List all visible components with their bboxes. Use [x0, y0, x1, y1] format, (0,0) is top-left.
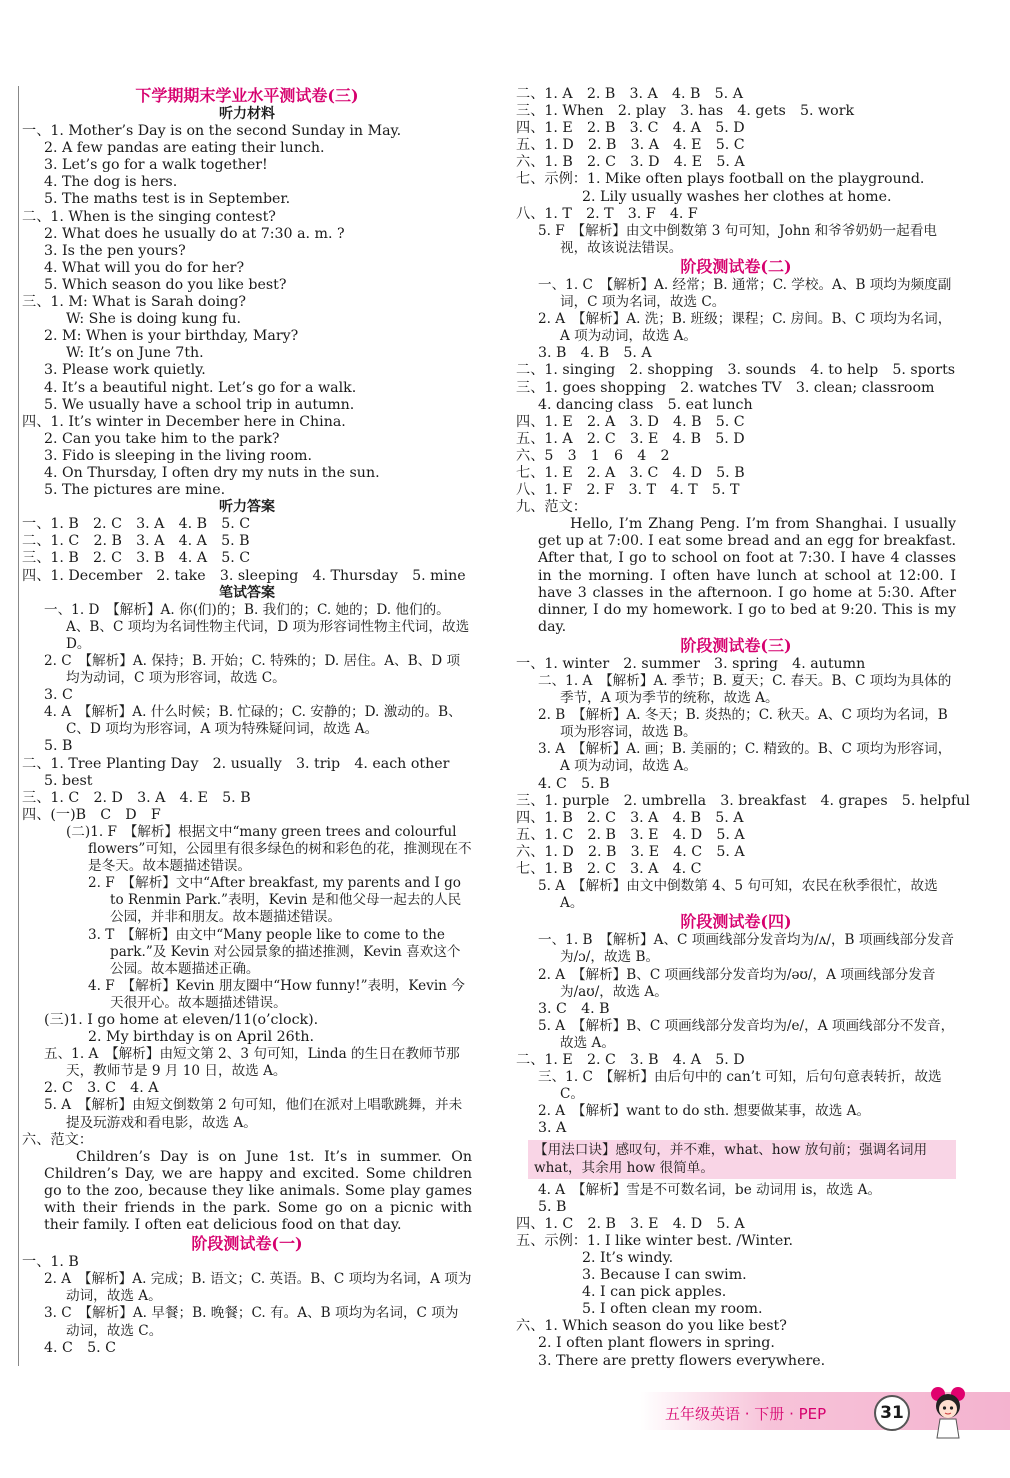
- answer-line: 2. A 【解析】want to do sth. 想要做某事，故选 A。: [538, 1103, 871, 1120]
- answer-line: W: It’s on June 7th.: [66, 345, 204, 362]
- answer-line: 2. I often plant flowers in spring.: [538, 1335, 775, 1352]
- answer-line: 2. M: When is your birthday, Mary?: [44, 328, 299, 345]
- answer-line: 5. We usually have a school trip in autumn.: [44, 396, 355, 413]
- left-column: [22, 86, 472, 1357]
- answer-line: 二、1. singing 2. shopping 3. sounds 4. to help 5. sports: [516, 362, 956, 379]
- right-column: [516, 86, 970, 1370]
- answer-line: Children’s Day is on June 1st. It’s in summer. On Children’s Day, we are happy and excited. Some children go to the zoo, because they like animals. Some play games with their friends in the park. Some go on a picnic with their family. I often eat delicious food on that day.: [44, 1148, 472, 1234]
- answer-line: 四、(一)B C D F: [22, 806, 161, 823]
- answer-line: Hello, I’m Zhang Peng. I’m from Shanghai. I usually get up at 7:00. I eat some bread and an egg for breakfast. After that, I go to school on foot at 7:30. I have 4 classes in the morning. I often have lunch at school at 12:00. I have 3 classes in the afternoon. I go home at 5:30. After dinner, I do my homework. I go to bed at 9:20. This is my day.: [538, 516, 956, 635]
- answer-line: 3. B 4. B 5. A: [538, 345, 652, 362]
- sub-heading: 听力答案: [219, 499, 275, 516]
- answer-line: 3. C 【解析】A. 早餐；B. 晚餐；C. 有。A、B 项均为名词，C 项为动词，故选 C。: [44, 1305, 459, 1339]
- answer-line: 三、1. C 2. D 3. A 4. E 5. B: [22, 789, 251, 806]
- answer-line: (二)1. F 【解析】根据文中“many green trees and colourful flowers”可知，公园里有很多绿色的树和彩色的花，推测现在不是冬天。故本题描述错误。: [66, 823, 472, 875]
- answer-line: 2. Can you take him to the park?: [44, 430, 280, 447]
- answer-line: 八、1. F 2. F 3. T 4. T 5. T: [516, 482, 740, 499]
- cartoon-girl-icon: [928, 1382, 968, 1442]
- answer-line: 2. C 3. C 4. A: [44, 1080, 159, 1097]
- answer-line: 5. F 【解析】由文中倒数第 3 句可知，John 和爷爷奶奶一起看电视，故该说法错误。: [538, 222, 937, 256]
- answer-line: 4. It’s a beautiful night. Let’s go for a walk.: [44, 379, 357, 396]
- answer-line: 六、1. B 2. C 3. D 4. E 5. A: [516, 154, 745, 171]
- answer-line: 3. C: [44, 687, 73, 704]
- sub-heading: 笔试答案: [219, 584, 275, 601]
- sub-heading: 听力材料: [219, 106, 275, 122]
- answer-line: 四、1. C 2. B 3. E 4. D 5. A: [516, 1215, 745, 1232]
- answer-line: 4. dancing class 5. eat lunch: [538, 396, 753, 413]
- answer-line: W: She is doing kung fu.: [66, 311, 241, 328]
- answer-line: 3. Let’s go for a walk together!: [44, 157, 268, 174]
- answer-line: 七、1. B 2. C 3. A 4. C: [516, 861, 702, 878]
- section-heading: 下学期期末学业水平测试卷(三): [135, 86, 359, 105]
- answer-line: 4. C 5. B: [538, 775, 610, 792]
- answer-line: 三、1. purple 2. umbrella 3. breakfast 4. grapes 5. helpful: [516, 792, 970, 809]
- answer-line: 三、1. goes shopping 2. watches TV 3. clean; classroom: [516, 379, 935, 396]
- answer-line: 四、1. December 2. take 3. sleeping 4. Thursday 5. mine: [22, 567, 466, 584]
- answer-line: 2. A 【解析】A. 洗；B. 班级；课程；C. 房间。B、C 项均为名词，A 项为动词，故选 A。: [538, 311, 952, 345]
- answer-line: 六、1. Which season do you like best?: [516, 1318, 787, 1335]
- answer-line: 3. T 【解析】由文中“Many people like to come to the park.”及 Kevin 对公园景象的描述推测，Kevin 喜欢这个公园。故本题描述正确。: [88, 926, 461, 977]
- answer-line: 4. A 【解析】A. 什么时候；B. 忙碌的；C. 安静的；D. 激动的。B、C、D 项均为形容词，A 项为特殊疑问词，故选 A。: [44, 704, 462, 738]
- answer-line: 2. Lily usually washes her clothes at home.: [582, 188, 892, 205]
- answer-line: 二、1. E 2. C 3. B 4. A 5. D: [516, 1051, 745, 1068]
- answer-line: 5. The maths test is in September.: [44, 191, 291, 208]
- answer-line: 一、1. B 2. C 3. A 4. B 5. C: [22, 516, 251, 533]
- footer-text: 五年级英语 · 下册 · PEP: [665, 1405, 827, 1423]
- answer-line: 2. A few pandas are eating their lunch.: [44, 140, 325, 157]
- answer-line: 六、范文：: [22, 1131, 93, 1148]
- answer-line: 四、1. B 2. C 3. A 4. B 5. A: [516, 809, 744, 826]
- answer-line: 5. Which season do you like best?: [44, 276, 287, 293]
- column-rule: [18, 86, 19, 1366]
- page-number: 31: [874, 1395, 910, 1431]
- answer-line: 5. B: [44, 738, 73, 755]
- answer-line: 一、1. C 【解析】A. 经常；B. 通常；C. 学校。A、B 项均为频度副词，C 项为名词，故选 C。: [538, 276, 952, 311]
- answer-line: 五、1. C 2. B 3. E 4. D 5. A: [516, 826, 745, 843]
- answer-line: 一、1. B: [22, 1254, 79, 1271]
- answer-line: 四、1. It’s winter in December here in China.: [22, 413, 346, 430]
- answer-line: 五、1. A 2. C 3. E 4. B 5. D: [516, 430, 745, 447]
- answer-line: 4. F 【解析】Kevin 朋友圈中“How funny!”表明，Kevin 今天很开心。故本题描述错误。: [88, 977, 465, 1011]
- section-heading: 阶段测试卷(二): [680, 256, 792, 276]
- answer-line: 五、1. D 2. B 3. A 4. E 5. C: [516, 137, 745, 154]
- answer-line: 5. A 【解析】B、C 项画线部分发音均为/e/，A 项画线部分不发音，故选 A。: [538, 1017, 955, 1051]
- answer-line: 二、1. C 2. B 3. A 4. A 5. B: [22, 533, 250, 550]
- answer-line: 四、1. E 2. B 3. C 4. A 5. D: [516, 120, 745, 137]
- answer-line: 2. A 【解析】A. 完成；B. 语文；C. 英语。B、C 项均为名词，A 项为动词，故选 A。: [44, 1271, 472, 1305]
- answer-line: 八、1. T 2. T 3. F 4. F: [516, 205, 698, 222]
- answer-line: 3. A 【解析】A. 画；B. 美丽的；C. 精致的。B、C 项均为形容词，A 项为动词，故选 A。: [538, 741, 952, 775]
- answer-line: 2. C 【解析】A. 保持；B. 开始；C. 特殊的；D. 居住。A、B、D 项均为动词，C 项为形容词，故选 C。: [44, 653, 461, 687]
- answer-line: 2. A 【解析】B、C 项画线部分发音均为/əʊ/，A 项画线部分发音为/aʊ/，故选 A。: [538, 966, 936, 1000]
- answer-line: 五、1. A 【解析】由短文第 2、3 句可知，Linda 的生日在教师节那天，教师节是 9 月 10 日，故选 A。: [44, 1046, 460, 1080]
- answer-line: 5. A 【解析】由短文倒数第 2 句可知，他们在派对上唱歌跳舞，并未提及玩游戏和看电影，故选 A。: [44, 1097, 463, 1131]
- answer-line: 3. Is the pen yours?: [44, 242, 186, 259]
- answer-line: 2. What does he usually do at 7:30 a. m. ?: [44, 225, 345, 242]
- answer-line: 3. C 4. B: [538, 1000, 610, 1017]
- answer-line: 二、1. Tree Planting Day 2. usually 3. trip 4. each other: [22, 755, 450, 772]
- answer-line: 一、1. D 【解析】A. 你(们)的；B. 我们的；C. 她的；D. 他们的。A、B、C 项均为名词性物主代词，D 项为形容词性物主代词，故选 D。: [44, 601, 470, 652]
- answer-line: 四、1. E 2. A 3. D 4. B 5. C: [516, 413, 745, 430]
- answer-line: 2. B 【解析】A. 冬天；B. 炎热的；C. 秋天。A、C 项均为名词，B 项为形容词，故选 B。: [538, 707, 948, 741]
- answer-line: (三)1. I go home at eleven/11(o’clock).: [44, 1011, 319, 1028]
- answer-line: 2. My birthday is on April 26th.: [88, 1029, 315, 1046]
- answer-line: 一、1. Mother’s Day is on the second Sunday in May.: [22, 123, 402, 140]
- answer-line: 5. best: [44, 772, 93, 789]
- answer-line: 3. Please work quietly.: [44, 362, 206, 379]
- answer-line: 4. What will you do for her?: [44, 259, 245, 276]
- answer-line: 4. The dog is hers.: [44, 174, 178, 191]
- answer-line: 5. A 【解析】由文中倒数第 4、5 句可知，农民在秋季很忙，故选 A。: [538, 878, 938, 912]
- answer-line: 【用法口诀】感叹句，并不难，what、how 放句前；强调名词用 what，其余用 how 很简单。: [528, 1140, 956, 1178]
- section-heading: 阶段测试卷(三): [680, 635, 792, 655]
- answer-line: 3. A: [538, 1120, 567, 1137]
- answer-line: 2. It’s windy.: [582, 1250, 674, 1266]
- answer-line: 4. I can pick apples.: [582, 1284, 727, 1301]
- answer-line: 3. There are pretty flowers everywhere.: [538, 1352, 826, 1369]
- answer-line: 二、1. A 【解析】A. 季节；B. 夏天；C. 春天。B、C 项均为具体的季节，A 项为季节的统称，故选 A。: [538, 673, 952, 707]
- section-heading: 阶段测试卷(四): [680, 912, 792, 932]
- answer-line: 七、示例：1. Mike often plays football on the playground.: [516, 171, 925, 188]
- answer-line: 5. B: [538, 1198, 567, 1215]
- answer-line: 4. On Thursday, I often dry my nuts in the sun.: [44, 464, 380, 481]
- answer-line: 三、1. C 【解析】由后句中的 can’t 可知，后句句意表转折，故选 C。: [538, 1069, 942, 1103]
- answer-line: 九、范文：: [516, 499, 587, 516]
- answer-line: 二、1. A 2. B 3. A 4. B 5. A: [516, 86, 743, 102]
- answer-line: 5. I often clean my room.: [582, 1301, 763, 1318]
- answer-line: 3. Fido is sleeping in the living room.: [44, 447, 312, 464]
- answer-line: 4. A 【解析】雪是不可数名词，be 动词用 is，故选 A。: [538, 1181, 882, 1198]
- answer-line: 六、5 3 1 6 4 2: [516, 447, 670, 464]
- answer-line: 三、1. M: What is Sarah doing?: [22, 294, 247, 311]
- answer-line: 六、1. D 2. B 3. E 4. C 5. A: [516, 843, 745, 860]
- answer-line: 3. Because I can swim.: [582, 1267, 747, 1284]
- answer-line: 5. The pictures are mine.: [44, 482, 226, 499]
- answer-line: 二、1. When is the singing contest?: [22, 208, 276, 225]
- answer-line: 4. C 5. C: [44, 1339, 116, 1356]
- answer-line: 七、1. E 2. A 3. C 4. D 5. B: [516, 464, 745, 481]
- answer-line: 2. F 【解析】文中“After breakfast, my parents and I go to Renmin Park.”表明，Kevin 是和他父母一起去的人民公园，并非和朋友。故本题描述错误。: [88, 875, 462, 926]
- answer-line: 一、1. winter 2. summer 3. spring 4. autumn: [516, 655, 866, 672]
- section-heading: 阶段测试卷(一): [191, 1234, 303, 1254]
- answer-line: 一、1. B 【解析】A、C 项画线部分发音均为/ʌ/，B 项画线部分发音为/ɔ/，故选 B。: [538, 932, 955, 966]
- answer-line: 五、示例：1. I like winter best. /Winter.: [516, 1232, 793, 1249]
- answer-line: 三、1. When 2. play 3. has 4. gets 5. work: [516, 103, 855, 120]
- answer-line: 三、1. B 2. C 3. B 4. A 5. C: [22, 550, 251, 567]
